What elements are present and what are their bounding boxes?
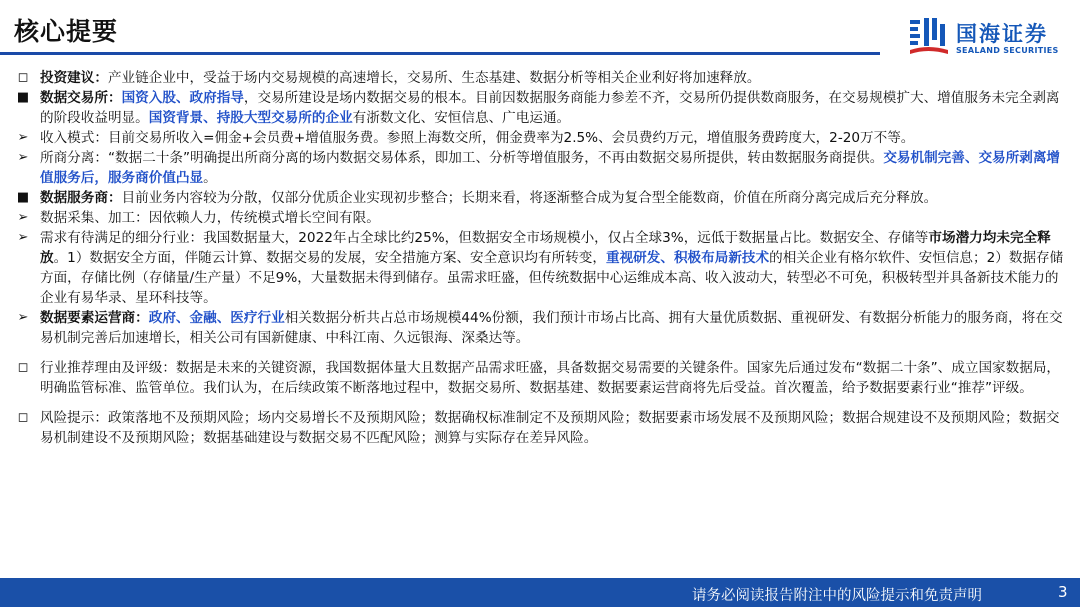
solid-square-bullet-icon: ■ [16,90,30,105]
arrow-bullet-icon: ➢ [17,310,29,325]
summary-item-investment: ◻ 投资建议：产业链企业中，受益于场内交易规模的高速增长，交易所、生态基建、数据分析等相关企业利好将加速释放。 [12,68,1070,88]
solid-square-bullet-icon: ■ [16,190,30,205]
arrow-bullet-icon: ➢ [17,210,29,225]
summary-item-data-collection: ➢ 数据采集、加工：因依赖人力，传统模式增长空间有限。 [12,208,1070,228]
hollow-square-bullet-icon: ◻ [17,70,29,85]
summary-item-recommendation: ◻ 行业推荐理由及评级：数据是未来的关键资源，我国数据体量大且数据产品需求旺盛，具备数据交易需要的关键条件。国家先后通过发布“数据二十条”、成立国家数据局，明确监管标准、监管单位。我们认为，在后续政策不断落地过程中，数据交易所、数据基建、数据要素运营商将先后受益。首次覆盖，给予数据要素行业“推荐”评级。 [12,358,1070,398]
hollow-square-bullet-icon: ◻ [17,360,29,375]
summary-item-separation: ➢ 所商分离：“数据二十条”明确提出所商分离的场内数据交易体系，即加工、分析等增值服务，不再由数据交易所提供，转由数据服务商提供。交易机制完善、交易所剥离增值服务后，服务商价值凸显。 [12,148,1070,188]
page-number: 3 [1058,583,1068,601]
title-underline [0,52,880,55]
arrow-bullet-icon: ➢ [17,230,29,245]
company-logo [908,16,1068,60]
slide-header [0,0,1080,56]
summary-item-data-operator: ➢ 数据要素运营商：政府、金融、医疗行业相关数据分析共占总市场规模44%份额，我们预计市场占比高、拥有大量优质数据、重视研发、有数据分析能力的服务商，将在交易机制完善后加速增长，相关公司有国新健康、中科江南、久远银海、深桑达等。 [12,308,1070,348]
footer-disclaimer: 请务必阅读报告附注中的风险提示和免责声明 [692,588,982,604]
sealand-logo-icon [908,16,950,56]
hollow-square-bullet-icon: ◻ [17,410,29,425]
footer-bar [0,578,1080,607]
summary-item-risk: ◻ 风险提示：政策落地不及预期风险；场内交易增长不及预期风险；数据确权标准制定不及预期风险；数据要素市场发展不及预期风险；数据合规建设不及预期风险；数据交易机制建设不及预期风险；数据基础建设与数据交易不匹配风险；测算与实际存在差异风险。 [12,408,1070,448]
summary-item-niche-industries: ➢ 需求有待满足的细分行业：我国数据量大，2022年占全球比约25%，但数据安全市场规模小，仅占全球3%，远低于数据量占比。数据安全、存储等市场潜力均未完全释放。1）数据安全方面，伴随云计算、数据交易的发展，安全措施方案、安全意识均有所转变，重视研发、积极布局新技术的相关企业有格尔软件、安恒信息；2）数据存储方面，存储比例（存储量/生产量）不足9%，大量数据未得到储存。虽需求旺盛，但传统数据中心运维成本高、收入波动大，转型必不可免，积极转型并具备新技术能力的企业有易华录、星环科技等。 [12,228,1070,308]
summary-item-exchange: ■ 数据交易所：国资入股、政府指导，交易所建设是场内数据交易的根本。目前因数据服务商能力参差不齐，交易所仍提供数商服务，在交易规模扩大、增值服务未完全剥离的阶段收益明显。国资背景、持股大型交易所的企业有浙数文化、安恒信息、广电运通。 [12,88,1070,128]
arrow-bullet-icon: ➢ [17,150,29,165]
summary-item-revenue-model: ➢ 收入模式：目前交易所收入=佣金+会员费+增值服务费。参照上海数交所，佣金费率为2.5%、会员费约万元，增值服务费跨度大，2-20万不等。 [12,128,1070,148]
arrow-bullet-icon: ➢ [17,130,29,145]
key-summary-content [12,68,1070,448]
summary-item-service-provider: ■ 数据服务商：目前业务内容较为分散，仅部分优质企业实现初步整合；长期来看，将逐渐整合成为复合型全能数商，价值在所商分离完成后充分释放。 [12,188,1070,208]
logo-english-name: SEALAND SECURITIES [956,46,1059,55]
logo-chinese-name: 国海证券 [956,22,1048,46]
page-title: 核心提要 [14,17,119,46]
